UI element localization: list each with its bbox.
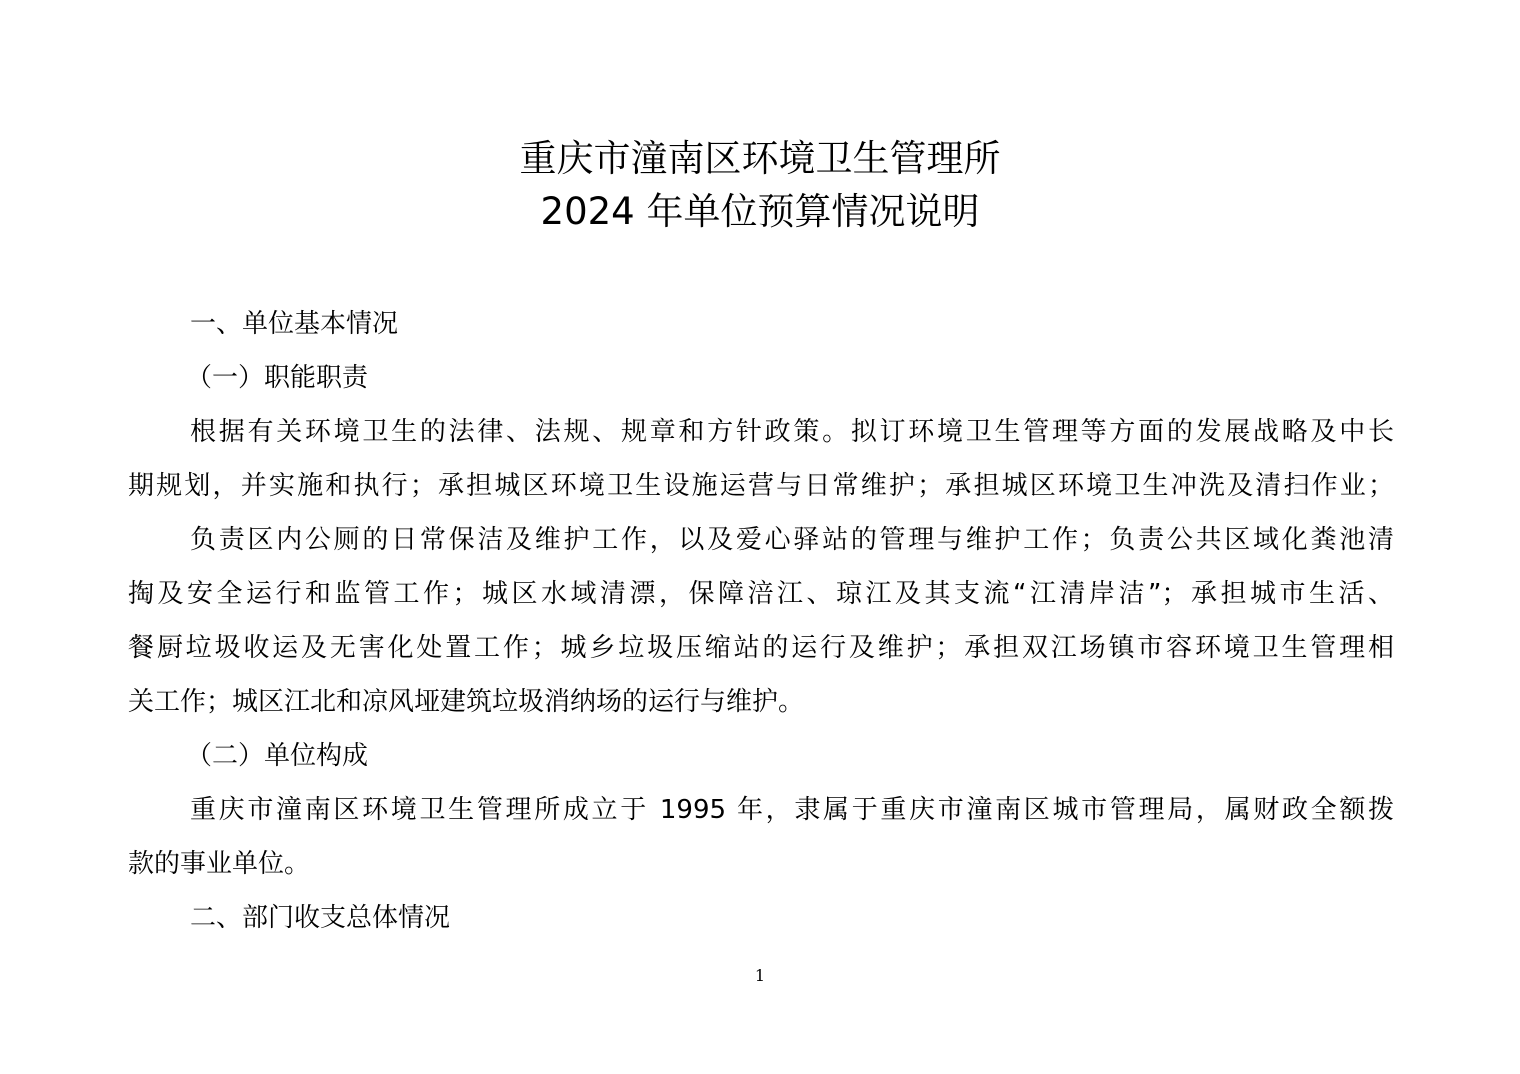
document-title-line-2: 2024 年单位预算情况说明: [540, 190, 980, 233]
subsection-heading-composition: （二）单位构成: [186, 741, 369, 771]
subsection-heading-functions: （一）职能职责: [186, 363, 369, 393]
paragraph-duties-line: 关工作；城区江北和凉风垭建筑垃圾消纳场的运行与维护。: [128, 687, 805, 717]
paragraph-functions-line: 根据有关环境卫生的法律、法规、规章和方针政策。拟订环境卫生管理等方面的发展战略及中长: [190, 417, 1394, 447]
document-body: [128, 297, 1394, 945]
paragraph-duties-line: 掏及安全运行和监管工作；城区水域清漂，保障涪江、琼江及其支流“江清岸洁”；承担城市生活、: [128, 579, 1394, 609]
section-heading-revenue-expenditure: 二、部门收支总体情况: [190, 903, 451, 933]
section-heading-basic-info: 一、单位基本情况: [190, 309, 399, 339]
paragraph-duties-line: 负责区内公厕的日常保洁及维护工作，以及爱心驿站的管理与维护工作；负责公共区域化粪池清: [190, 525, 1394, 555]
page-number: 1: [754, 966, 766, 985]
paragraph-composition-line: 重庆市潼南区环境卫生管理所成立于 1995 年，隶属于重庆市潼南区城市管理局，属财政全额拨: [190, 795, 1394, 825]
paragraph-functions-line: 期规划，并实施和执行；承担城区环境卫生设施运营与日常维护；承担城区环境卫生冲洗及清扫作业；: [128, 471, 1394, 501]
paragraph-composition-line: 款的事业单位。: [128, 849, 311, 879]
paragraph-duties-line: 餐厨垃圾收运及无害化处置工作；城乡垃圾压缩站的运行及维护；承担双江场镇市容环境卫生管理相: [128, 633, 1394, 663]
document-title-line-1: 重庆市潼南区环境卫生管理所: [519, 137, 1001, 180]
